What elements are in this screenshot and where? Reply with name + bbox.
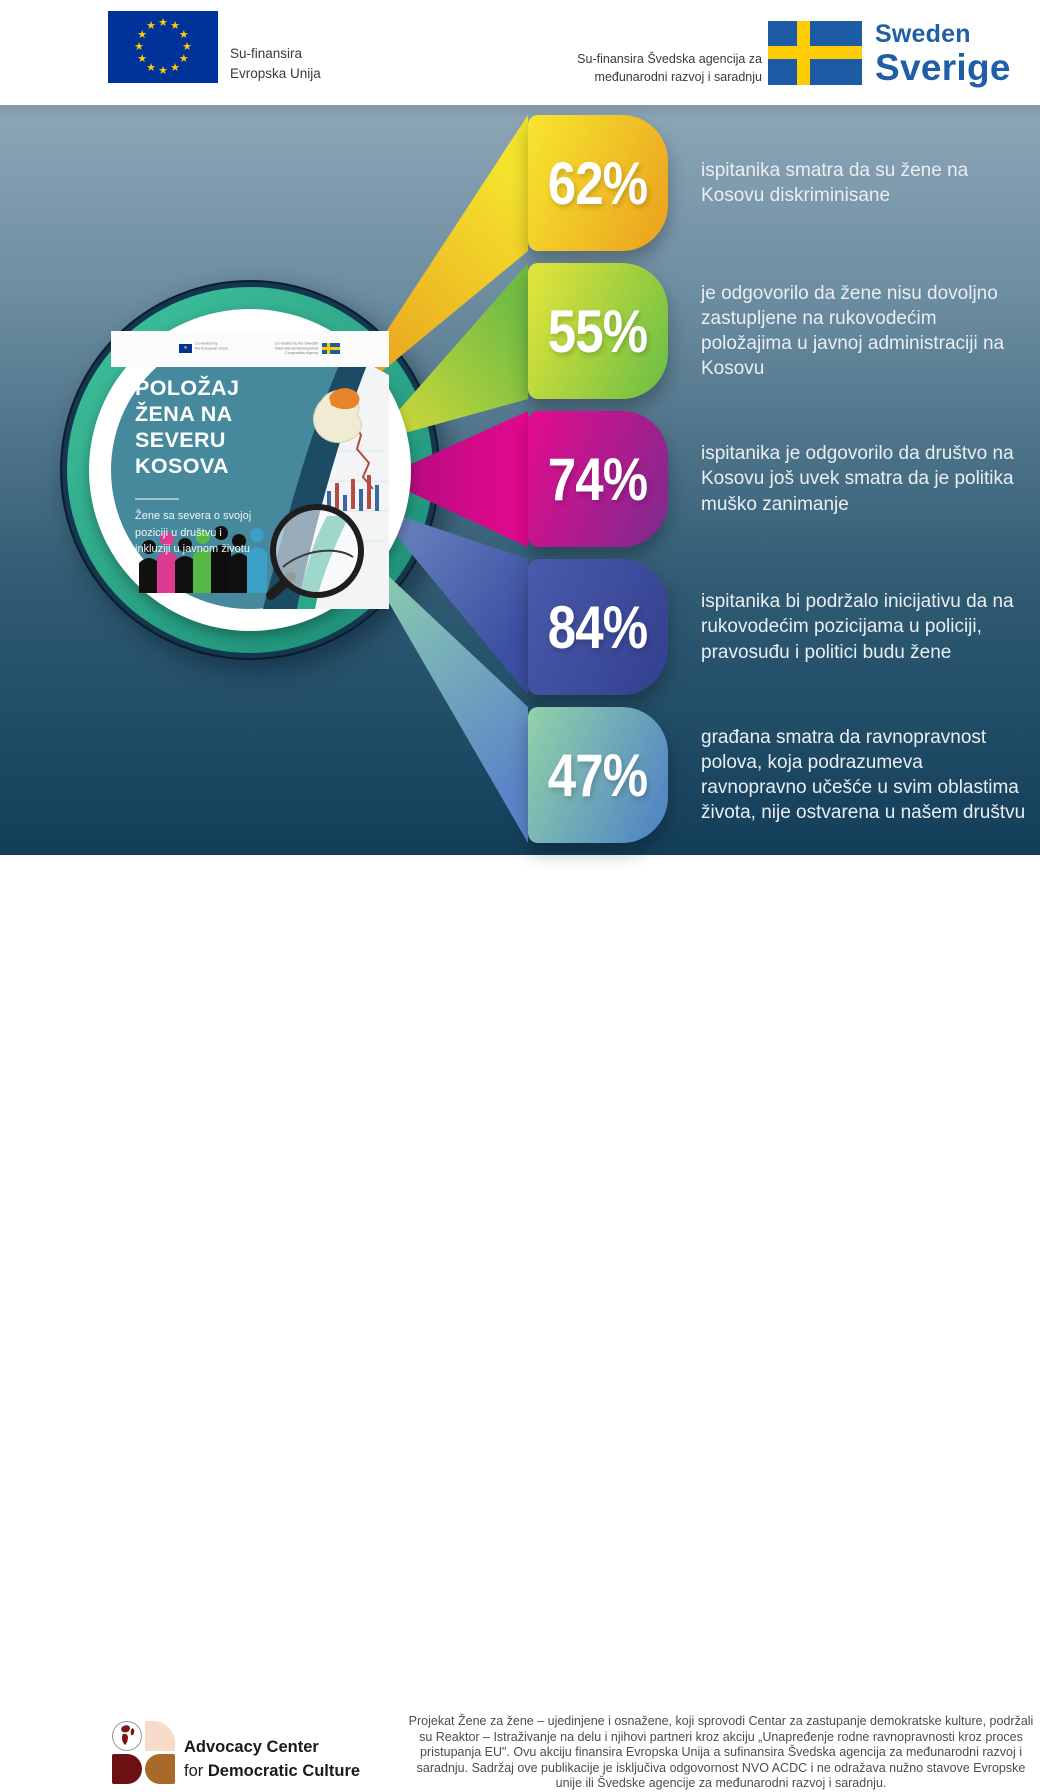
footer xyxy=(0,855,1040,1790)
svg-text:★: ★ xyxy=(134,41,144,53)
svg-text:★: ★ xyxy=(158,17,168,29)
svg-text:★: ★ xyxy=(178,53,189,65)
project-disclaimer: Projekat Žene za žene – ujedinjene i osnažene, koji sprovodi Centar za zastupanje demokratske kulture, podržali su Reaktor – Istraživanje na delu i njihovi partneri kroz akciju „Unapređenje rodne ravnopravnosti kroz proces pristupanja EU". Ovu akciju finansira Evropska Unija a sufinansira Švedska agencija za međunarodni razvoj i saradnju. Sadržaj ove publikacije je isključiva odgovornost NVO ACDC i ne odražava nužno stavove Evropske unije ili Švedske agencije za međunarodni razvoj i saradnju. xyxy=(408,1714,1034,1790)
sweden-wordmark xyxy=(875,20,1011,89)
acdc-logo-icon xyxy=(112,1721,176,1785)
mini-eu-flag-icon: ★ xyxy=(179,344,192,353)
sweden-wordmark-sv: Sverige xyxy=(875,47,1011,88)
sweden-flag-cross xyxy=(768,46,862,59)
stat-block-1 xyxy=(528,115,668,251)
cover-divider xyxy=(135,498,179,500)
mini-sweden-flag-icon xyxy=(322,343,340,354)
stat-value-1: 62% xyxy=(548,149,648,217)
svg-text:★: ★ xyxy=(137,29,148,41)
stat-block-2 xyxy=(528,263,668,399)
svg-text:★: ★ xyxy=(170,20,180,33)
svg-text:★: ★ xyxy=(170,61,180,74)
acdc-wordmark xyxy=(184,1736,360,1784)
acdc-globe-icon xyxy=(112,1721,142,1751)
stat-row-2 xyxy=(528,263,1040,399)
stat-block-4 xyxy=(528,559,668,695)
stat-block-5 xyxy=(528,707,668,843)
stat-row-4 xyxy=(528,559,1040,695)
stat-text-5: građana smatra da ravnopravnost polova, koja podrazumeva ravnopravno učešće u svim oblastima života, nije ostvarena u našem društvu xyxy=(701,726,1026,824)
eu-credit-line2: Evropska Unija xyxy=(230,66,321,82)
header xyxy=(0,0,1040,105)
stat-value-4: 84% xyxy=(548,593,648,661)
acdc-tile-d xyxy=(112,1754,142,1784)
acdc-line1: Advocacy Center xyxy=(184,1738,319,1756)
svg-text:★: ★ xyxy=(178,29,189,41)
cover-title: POLOŽAJ ŽENA NA SEVERU KOSOVA xyxy=(135,376,240,478)
cover-credit-band xyxy=(111,331,389,367)
stat-text-2: je odgovorilo da žene nisu dovoljno zastupljene na rukovodećim položajima u javnoj administraciji na Kosovu xyxy=(701,282,1005,380)
svg-text:★: ★ xyxy=(182,41,192,53)
acdc-tile-peach xyxy=(145,1721,175,1751)
report-cover xyxy=(111,331,389,609)
svg-text:★: ★ xyxy=(146,61,156,74)
sweden-wordmark-en: Sweden xyxy=(875,20,971,48)
stat-value-3: 74% xyxy=(548,445,648,513)
sweden-flag-icon xyxy=(768,21,862,85)
kosovo-map xyxy=(313,388,361,442)
acdc-line2: for Democratic Culture xyxy=(184,1761,361,1780)
magnifier-icon xyxy=(271,507,361,595)
cover-eu-credit: ★ Co-funded by the European Union xyxy=(179,342,248,357)
stat-row-1 xyxy=(528,115,1040,251)
stat-text-1: ispitanika smatra da su žene na Kosovu diskriminisane xyxy=(701,159,969,206)
sweden-credit xyxy=(540,50,762,86)
eu-stars-icon xyxy=(108,11,218,83)
stat-value-2: 55% xyxy=(548,297,648,365)
stat-row-3 xyxy=(528,411,1040,547)
stat-block-3 xyxy=(528,411,668,547)
eu-credit xyxy=(230,44,321,85)
svg-text:★: ★ xyxy=(137,53,148,65)
report-circle xyxy=(60,280,440,660)
sweden-credit-line1: Su-finansira Švedska agencija za xyxy=(577,52,762,66)
stat-text-3: ispitanika je odgovorilo da društvo na Kosovu još uvek smatra da je politika muško zanimanje xyxy=(701,443,1014,515)
stat-text-4: ispitanika bi podržalo inicijativu da na rukovodećim pozicijama u policiji, pravosuđu i politici budu žene xyxy=(701,591,1014,663)
main-infographic-area xyxy=(0,105,1040,855)
svg-text:★: ★ xyxy=(158,65,168,77)
acdc-tile-c xyxy=(145,1754,175,1784)
svg-text:★: ★ xyxy=(146,20,156,33)
eu-flag-icon xyxy=(108,11,218,83)
sweden-credit-line2: međunarodni razvoj i saradnju xyxy=(594,70,762,85)
cover-sida-credit: Co-funded by the Swedish International Development Cooperation Agency xyxy=(248,342,339,365)
eu-credit-line1: Su-finansira xyxy=(230,46,303,61)
stat-row-5 xyxy=(528,707,1040,843)
cover-subtitle: Žene sa severa o svojoj poziciji u društvu i inkluziji u javnom životu xyxy=(135,510,252,555)
stat-value-5: 47% xyxy=(548,741,648,809)
